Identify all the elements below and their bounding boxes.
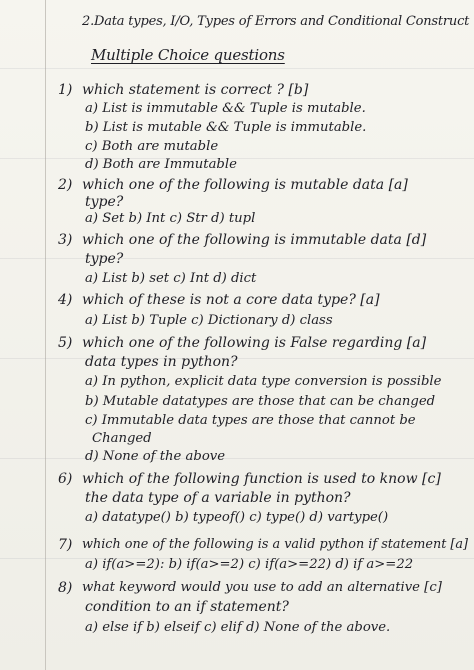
question-text: data types in python? — [85, 354, 238, 370]
margin-line — [45, 0, 46, 670]
question-text: which one of the following is False regarding [a] — [82, 335, 427, 351]
question-text: which of these is not a core data type? [a] — [82, 292, 380, 308]
ruled-line — [0, 258, 474, 259]
question-number: 4) — [58, 292, 73, 308]
answer-option: c) Both are mutable — [85, 139, 219, 154]
ruled-line — [0, 458, 474, 459]
page-title: 2.Data types, I/O, Types of Errors and Conditional Construct — [82, 14, 470, 29]
answer-option: d) Both are Immutable — [85, 157, 237, 172]
question-text: condition to an if statement? — [85, 599, 289, 615]
question-text: what keyword would you use to add an alternative [c] — [82, 580, 442, 595]
answer-option: a) List b) set c) Int d) dict — [85, 271, 257, 286]
question-number: 7) — [58, 537, 73, 553]
answer-option: a) List is immutable && Tuple is mutable. — [85, 101, 366, 116]
answer-option: b) Mutable datatypes are those that can be changed — [85, 394, 436, 409]
question-text: type? — [85, 251, 124, 267]
question-text: the data type of a variable in python? — [85, 490, 351, 506]
answer-option: d) None of the above — [85, 449, 226, 464]
answer-option: a) Set b) Int c) Str d) tupl — [85, 211, 256, 226]
answer-option: a) datatype() b) typeof() c) type() d) vartype() — [85, 510, 389, 525]
question-number: 2) — [58, 177, 73, 193]
question-number: 1) — [58, 82, 73, 98]
question-text: which one of the following is immutable data [d] — [82, 232, 427, 248]
answer-option: c) Immutable data types are those that cannot be — [85, 413, 416, 428]
question-text: which statement is correct ? [b] — [82, 82, 309, 98]
ruled-line — [0, 158, 474, 159]
question-text: which of the following function is used to know [c] — [82, 471, 441, 487]
answer-option: Changed — [92, 431, 152, 446]
question-number: 3) — [58, 232, 73, 248]
answer-option: a) In python, explicit data type conversion is possible — [85, 374, 442, 389]
question-number: 6) — [58, 471, 73, 487]
answer-option: a) else if b) elseif c) elif d) None of the above. — [85, 620, 391, 635]
question-number: 8) — [58, 580, 73, 596]
answer-option: a) if(a>=2): b) if(a>=2) c) if(a>=22) d) if a>=22 — [85, 557, 414, 572]
question-text: which one of the following is a valid python if statement [a] — [82, 537, 469, 552]
question-text: which one of the following is mutable data [a] — [82, 177, 408, 193]
question-number: 5) — [58, 335, 73, 351]
answer-option: b) List is mutable && Tuple is immutable. — [85, 120, 367, 135]
ruled-line — [0, 68, 474, 69]
answer-option: a) List b) Tuple c) Dictionary d) class — [85, 313, 333, 328]
page-subtitle: Multiple Choice questions — [91, 46, 285, 64]
question-text: type? — [85, 194, 124, 210]
